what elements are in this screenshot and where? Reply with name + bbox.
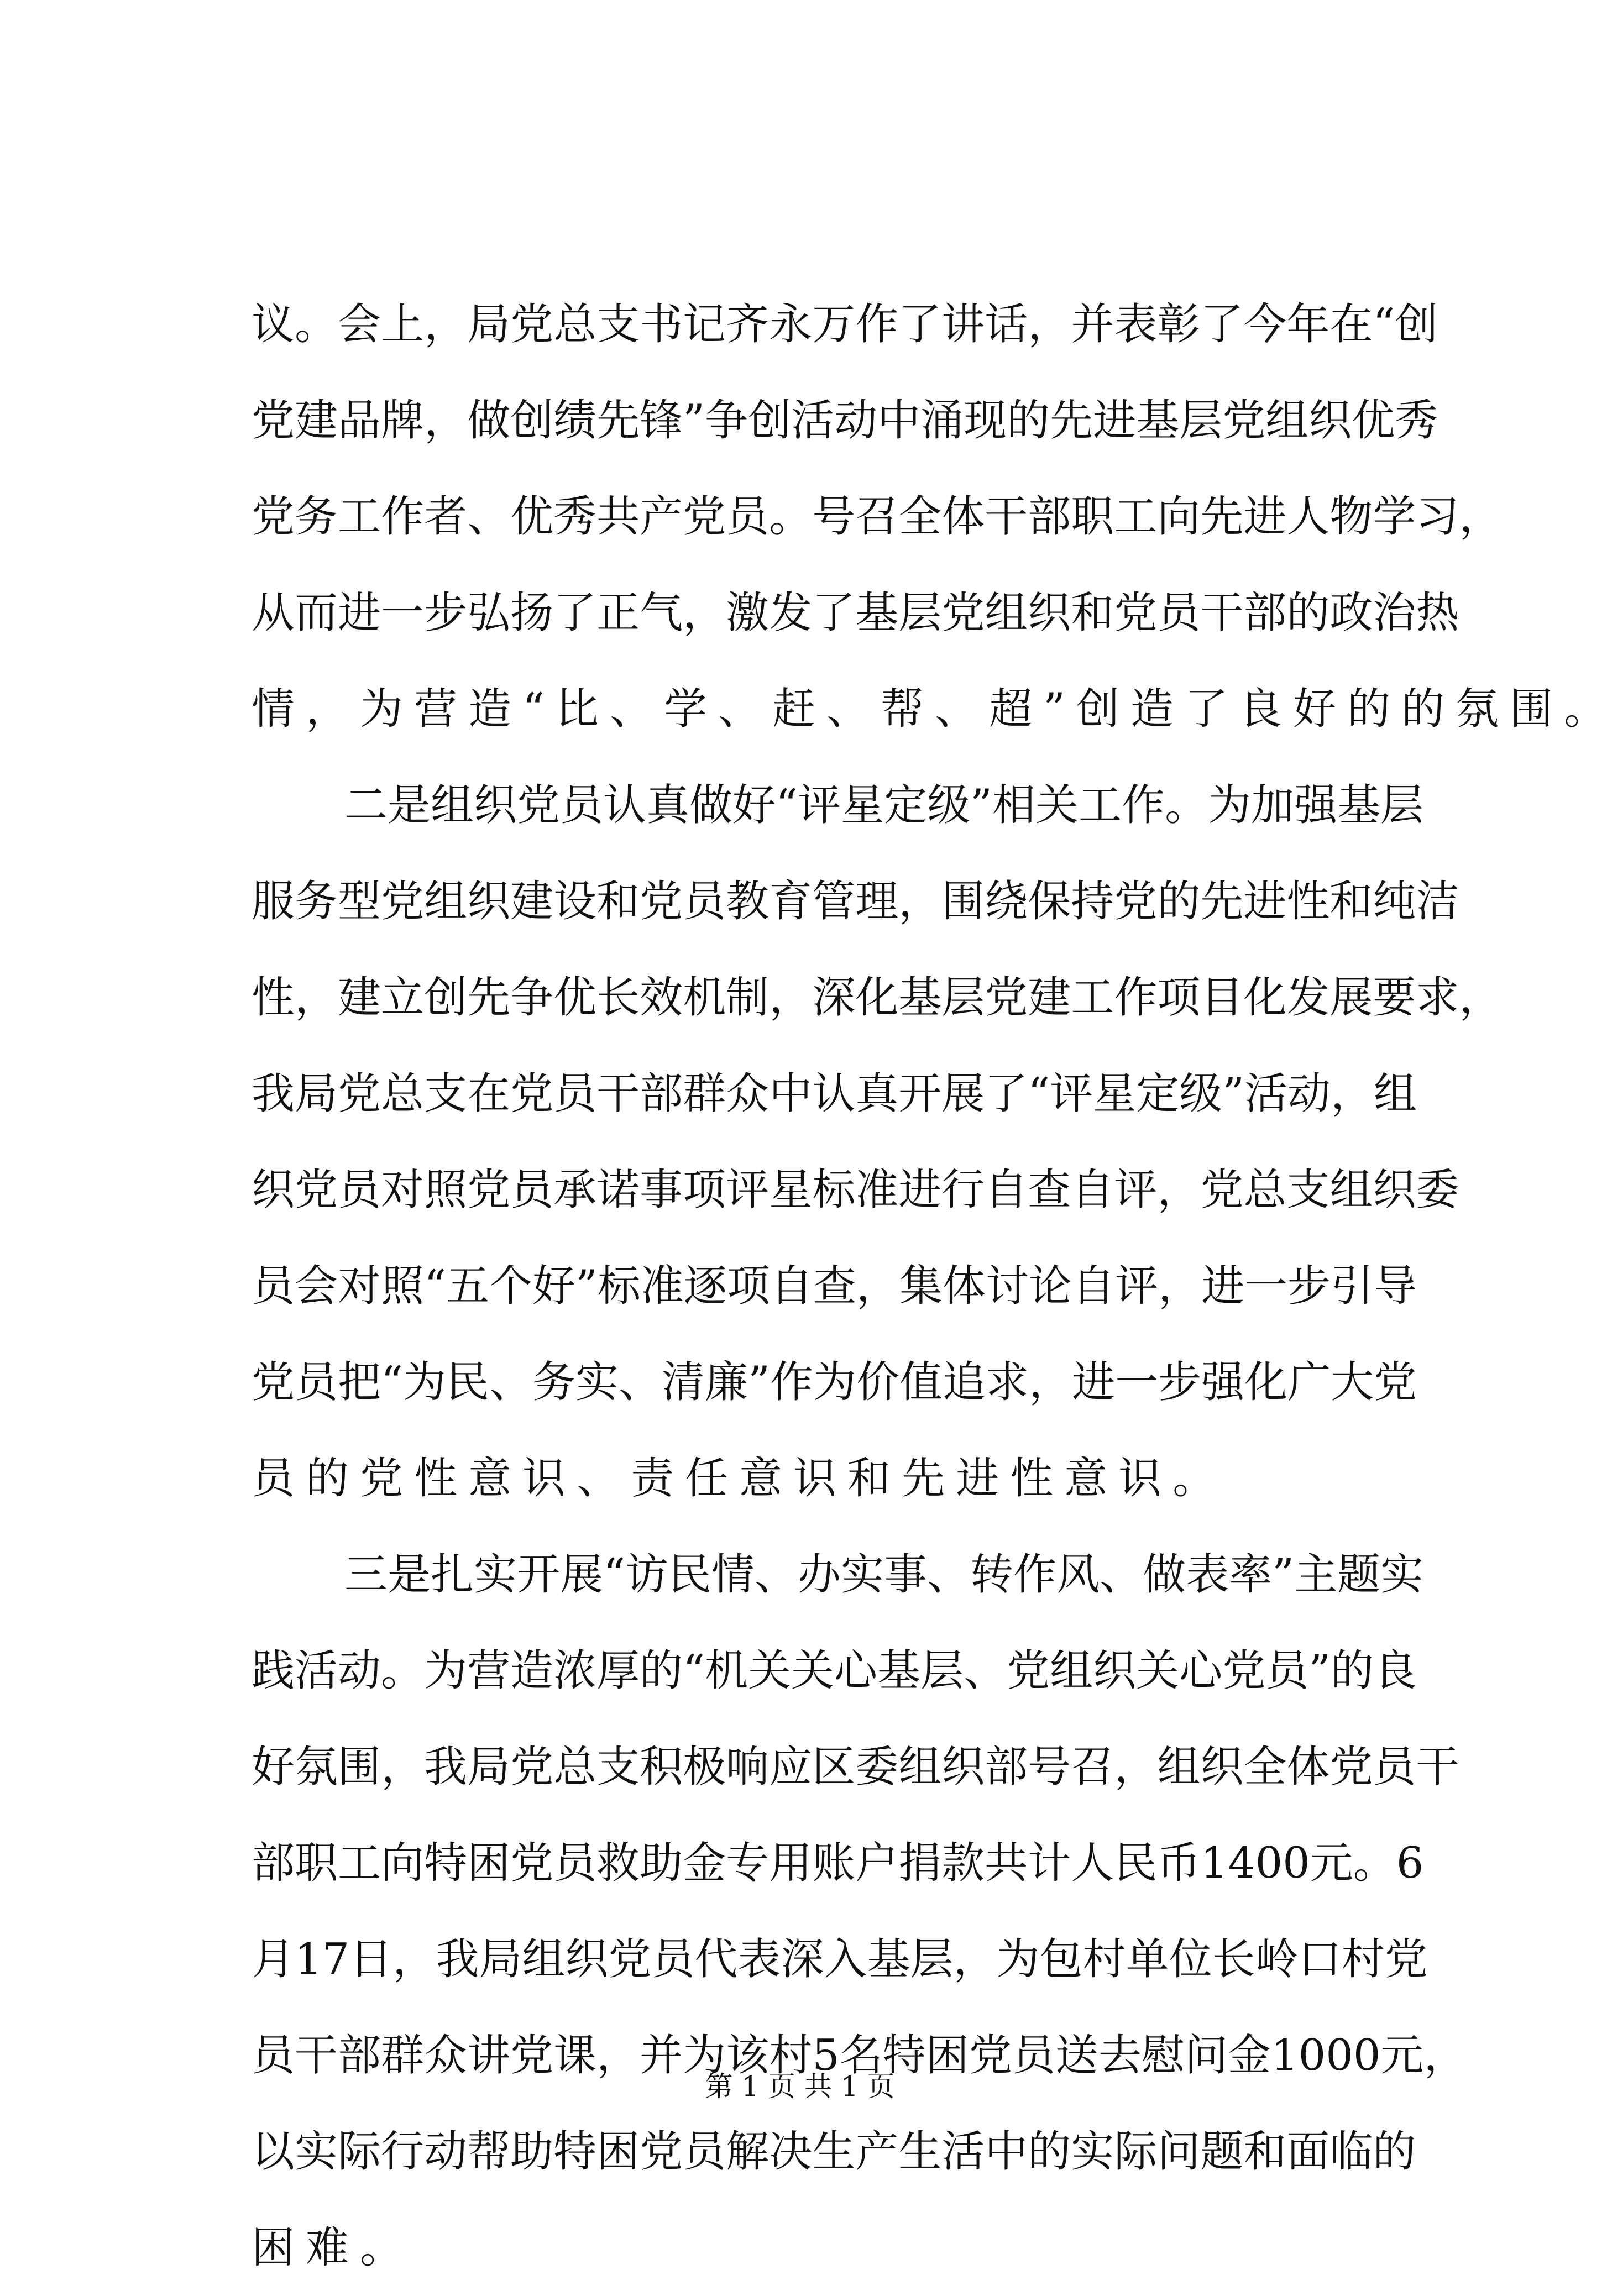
text-line: 性 ， 建 立 创 先 争 优 长 效 机 制 ， 深 化 基 层 党 建 工 作 项 目 化 发 展 要 求 ， — [252, 973, 1503, 1023]
text-line: 从 而 进 一 步 弘 扬 了 正 气 ， 激 发 了 基 层 党 组 织 和 党 员 干 部 的 政 治 热 — [252, 588, 1459, 638]
text-line: 织 党 员 对 照 党 员 承 诺 事 项 评 星 标 准 进 行 自 查 自 评 ， 党 总 支 组 织 委 — [252, 1165, 1459, 1215]
text-line: 员 的 党 性 意 识 、 责 任 意 识 和 先 进 性 意 识 。 — [252, 1454, 1216, 1503]
text-line: 党 建 品 牌 ， 做 创 绩 先 锋 ” 争 创 活 动 中 涌 现 的 先 进 基 层 党 组 织 优 秀 — [252, 396, 1438, 445]
text-line: 党 员 把 “ 为 民 、 务 实 、 清 廉 ” 作 为 价 值 追 求 ， 进 一 步 强 化 广 大 党 — [252, 1357, 1417, 1407]
text-line: 部 职 工 向 特 困 党 员 救 助 金 专 用 账 户 捐 款 共 计 人 民 币 1400 元 。 6 — [252, 1838, 1424, 1888]
text-line: 二 是 组 织 党 员 认 真 做 好 “ 评 星 定 级 ” 相 关 工 作 。 为 加 强 基 层 — [344, 780, 1424, 830]
text-line: 好 氛 围 ， 我 局 党 总 支 积 极 响 应 区 委 组 织 部 号 召 ， 组 织 全 体 党 员 干 — [252, 1742, 1459, 1792]
text-line: 员 会 对 照 “ 五 个 好 ” 标 准 逐 项 自 查 ， 集 体 讨 论 自 评 ， 进 一 步 引 导 — [252, 1261, 1417, 1311]
text-line: 三 是 扎 实 开 展 “ 访 民 情 、 办 实 事 、 转 作 风 、 做 表 率 ” 主 题 实 — [344, 1550, 1424, 1600]
document-body — [252, 276, 1607, 2296]
text-line: 困 难 。 — [252, 2223, 404, 2273]
text-line: 践 活 动 。 为 营 造 浓 厚 的 “ 机 关 关 心 基 层 、 党 组 织 关 心 党 员 ” 的 良 — [252, 1646, 1417, 1696]
text-line: 员 干 部 群 众 讲 党 课 ， 并 为 该 村 5 名 特 困 党 员 送 去 慰 问 金 1000 元 ， — [252, 2031, 1467, 2080]
page-footer: 第 1 页 共 1 页 — [705, 2070, 895, 2103]
text-line: 党 务 工 作 者 、 优 秀 共 产 党 员 。 号 召 全 体 干 部 职 工 向 先 进 人 物 学 习 ， — [252, 492, 1503, 542]
text-line: 月 17 日 ， 我 局 组 织 党 员 代 表 深 入 基 层 ， 为 包 村 单 位 长 岭 口 村 党 — [252, 1935, 1428, 1984]
text-line: 服 务 型 党 组 织 建 设 和 党 员 教 育 管 理 ， 围 绕 保 持 党 的 先 进 性 和 纯 洁 — [252, 877, 1459, 926]
text-line: 议 。 会 上 ， 局 党 总 支 书 记 齐 永 万 作 了 讲 话 ， 并 表 彰 了 今 年 在 “ 创 — [252, 300, 1438, 349]
text-line: 以 实 际 行 动 帮 助 特 困 党 员 解 决 生 产 生 活 中 的 实 际 问 题 和 面 临 的 — [252, 2127, 1416, 2177]
text-line: 情 ， 为 营 造 “ 比 、 学 、 赶 、 帮 、 超 ” 创 造 了 良 好 的 的 氛 围 。 — [252, 684, 1607, 734]
text-line: 我 局 党 总 支 在 党 员 干 部 群 众 中 认 真 开 展 了 “ 评 星 定 级 ” 活 动 ， 组 — [252, 1069, 1417, 1119]
